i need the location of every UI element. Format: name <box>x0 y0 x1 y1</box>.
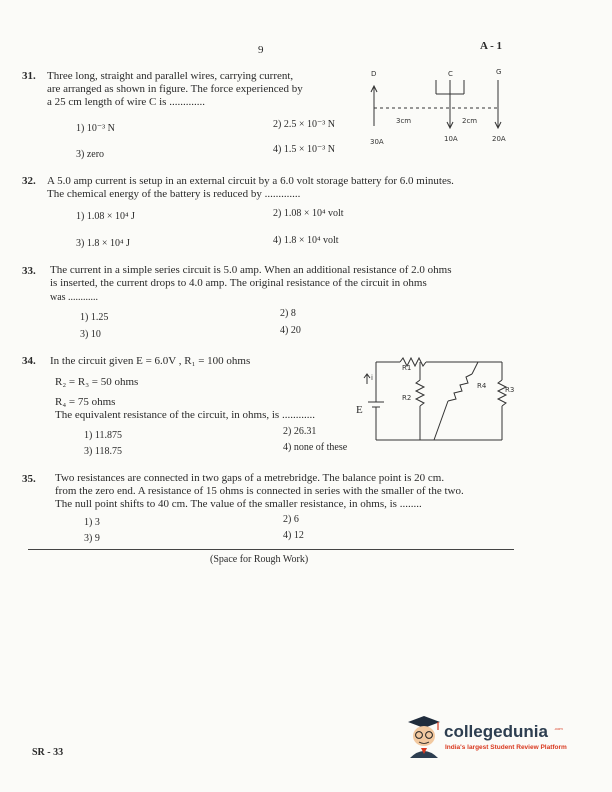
question-number: 32. <box>22 175 36 187</box>
question-text-line: A 5.0 amp current is setup in an external circuit by a 6.0 volt storage battery for 6.0 minutes. <box>47 175 454 187</box>
question-text-line: In the circuit given E = 6.0V , R₁ = 100 ohms <box>50 355 251 367</box>
page-number: 9 <box>258 44 264 56</box>
option-4: 4) 12 <box>283 530 304 541</box>
brand-domain: .com <box>554 726 563 731</box>
option-1: 1) 1.25 <box>80 312 109 323</box>
option-1: 1) 10⁻³ N <box>76 123 115 134</box>
question-text-line: The null point shifts to 40 cm. The value of the smaller resistance, in ohms, is ........ <box>55 498 422 510</box>
distance-label: 3cm <box>396 117 412 125</box>
section-divider <box>28 549 514 550</box>
current-label-c: 10A <box>444 135 458 143</box>
option-2: 2) 26.31 <box>283 426 317 437</box>
option-4: 4) 20 <box>280 325 301 336</box>
label-r4: R4 <box>477 382 487 390</box>
resistor-r4 <box>448 374 472 401</box>
label-d: D <box>371 70 377 78</box>
option-1: 1) 11.875 <box>84 430 122 441</box>
label-r2: R2 <box>402 394 412 402</box>
question-number: 34. <box>22 355 36 367</box>
option-2: 2) 2.5 × 10⁻³ N <box>273 119 335 130</box>
question-text-line: from the zero end. A resistance of 15 ohms is connected in series with the smaller of the two. <box>55 485 464 497</box>
option-2: 2) 6 <box>283 514 299 525</box>
question-text-line: is inserted, the current drops to 4.0 amp. The original resistance of the circuit in ohms <box>50 277 427 289</box>
question-text-line: are arranged as shown in figure. The force experienced by <box>47 83 303 95</box>
option-4: 4) 1.5 × 10⁻³ N <box>273 144 335 155</box>
brand-name: collegedunia <box>444 722 548 741</box>
option-4: 4) 1.8 × 10⁴ volt <box>273 235 339 246</box>
question-number: 33. <box>22 265 36 277</box>
option-3: 3) 10 <box>80 329 101 340</box>
question-text-line: R₂ = R₃ = 50 ohms <box>55 376 139 388</box>
option-3: 3) 9 <box>84 533 100 544</box>
label-battery: E <box>356 404 363 416</box>
label-r3: R3 <box>505 386 515 394</box>
option-1: 1) 3 <box>84 517 100 528</box>
brand-tagline: India's largest Student Review Platform <box>445 744 567 751</box>
label-c: C <box>448 70 453 78</box>
booklet-code: A - 1 <box>480 40 502 52</box>
option-1: 1) 1.08 × 10⁴ J <box>76 211 135 222</box>
option-2: 2) 1.08 × 10⁴ volt <box>273 208 344 219</box>
option-3: 3) 118.75 <box>84 446 122 457</box>
question-text-line: The chemical energy of the battery is reduced by ............. <box>47 188 301 200</box>
question-text-line: The equivalent resistance of the circuit, in ohms, is ............ <box>55 409 315 421</box>
question-text-line: Three long, straight and parallel wires, carrying current, <box>47 70 294 82</box>
mascot-icon <box>404 714 444 758</box>
circuit-wire <box>472 362 478 374</box>
current-label-g: 20A <box>492 135 506 143</box>
question-text-line: a 25 cm length of wire C is ............. <box>47 96 205 108</box>
option-4: 4) none of these <box>283 442 348 453</box>
label-g: G <box>496 68 502 76</box>
question-number: 35. <box>22 473 36 485</box>
option-3: 3) zero <box>76 149 105 160</box>
option-3: 3) 1.8 × 10⁴ J <box>76 238 130 249</box>
question-text-line: R₄ = 75 ohms <box>55 396 116 408</box>
collegedunia-watermark <box>404 714 584 764</box>
footer-code: SR - 33 <box>32 747 64 758</box>
distance-label: 2cm <box>462 117 478 125</box>
current-label-d: 30A <box>370 138 384 146</box>
resistor-r2 <box>416 380 424 406</box>
rough-work-label: (Space for Rough Work) <box>210 554 309 565</box>
circuit-wire <box>434 401 448 440</box>
label-current: i <box>371 374 373 382</box>
question-number: 31. <box>22 70 36 82</box>
label-r1: R1 <box>402 364 412 372</box>
question-text-line: was ............ <box>50 292 99 303</box>
option-2: 2) 8 <box>280 308 296 319</box>
parallel-wires-figure <box>362 66 522 146</box>
question-text-line: Two resistances are connected in two gaps of a metrebridge. The balance point is 20 cm. <box>55 472 445 484</box>
question-text-line: The current in a simple series circuit is 5.0 amp. When an additional resistance of 2.0 ohms <box>50 264 452 276</box>
circuit-diagram <box>360 350 520 450</box>
